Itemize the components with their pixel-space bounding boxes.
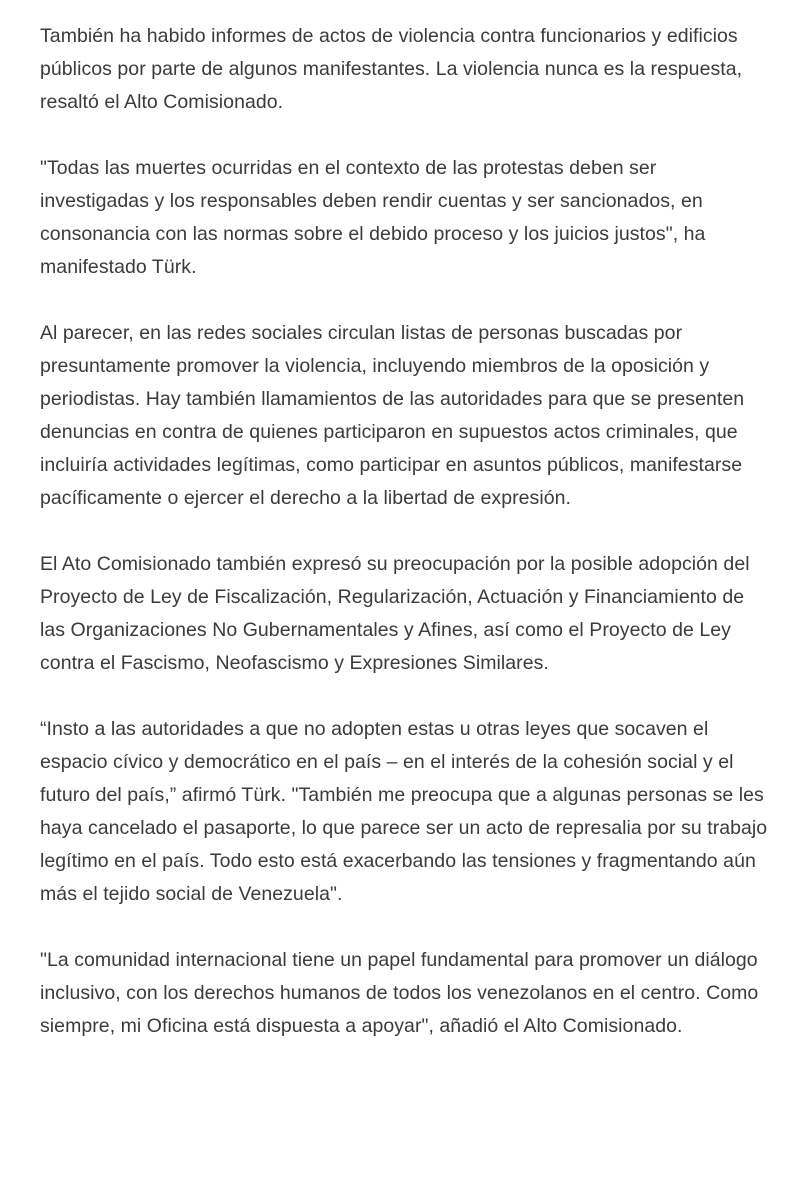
paragraph-wanted-lists: Al parecer, en las redes sociales circulan listas de personas buscadas por presuntamente promover la violencia, incluyendo miembros de la oposición y periodistas. Hay también llamamientos de las autoridades para que se presenten denuncias en contra de quienes participaron en supuestos actos criminales, que incluiría actividades legítimas, como participar en asuntos públicos, manifestarse pacíficamente o ejercer el derecho a la libertad de expresión. bbox=[40, 322, 745, 509]
paragraph-law-concerns: El Ato Comisionado también expresó su preocupación por la posible adopción del Proyecto de Ley de Fiscalización, Regularización, Actuación y Financiamiento de las Organizaciones No Gubernamentales y Afines, así como el Proyecto de Ley contra el Fascismo, Neofascismo y Expresiones Similares. bbox=[40, 553, 750, 674]
paragraph-violence-reports: También ha habido informes de actos de violencia contra funcionarios y edificios públicos por parte de algunos manifestantes. La violencia nunca es la respuesta, resaltó el Alto Comisionado. bbox=[40, 25, 743, 113]
paragraph-deaths-quote: "Todas las muertes ocurridas en el contexto de las protestas deben ser investigadas y los responsables deben rendir cuentas y ser sancionados, en consonancia con las normas sobre el debido proceso y los juicios justos", ha manifestado Türk. bbox=[40, 157, 706, 278]
paragraph-international-community: "La comunidad internacional tiene un papel fundamental para promover un diálogo inclusivo, con los derechos humanos de todos los venezolanos en el centro. Como siempre, mi Oficina está dispuesta a apoyar", añadió el Alto Comisionado. bbox=[40, 949, 759, 1037]
paragraph-authorities-quote: “Insto a las autoridades a que no adopten estas u otras leyes que socaven el espacio cívico y democrático en el país – en el interés de la cohesión social y el futuro del país,” afirmó Türk. "También me preocupa que a algunas personas se les haya cancelado el pasaporte, lo que parece ser un acto de represalia por su trabajo legítimo en el país. Todo esto está exacerbando las tensiones y fragmentando aún más el tejido social de Venezuela". bbox=[40, 718, 768, 905]
